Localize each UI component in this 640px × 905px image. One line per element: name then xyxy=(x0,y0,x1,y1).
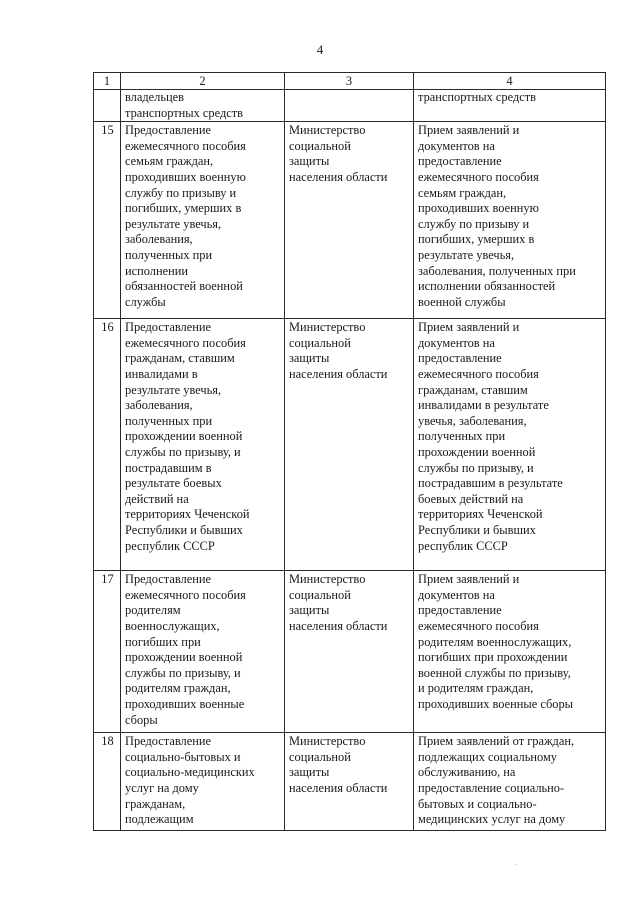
continuation-authority-cell xyxy=(285,90,414,122)
authority-cell: Министерство социальной защиты населения области xyxy=(285,571,414,733)
action-cell: Прием заявлений и документов на предоставление ежемесячного пособия гражданам, ставшим инвалидами в результате увечья, заболевания, полученных при прохождении военной службы по призыву, и пострадавшим в результате боевых действий на территориях Чеченской Республики и бывших республик СССР xyxy=(414,319,606,571)
continuation-row xyxy=(94,90,606,122)
service-cell: Предоставление ежемесячного пособия семьям граждан, проходивших военную службу по призыву и погибших, умерших в результате увечья, заболевания, полученных при исполнении обязанностей военной службы xyxy=(121,122,285,319)
table-row xyxy=(94,571,606,733)
services-table xyxy=(93,72,606,831)
service-cell: Предоставление ежемесячного пособия гражданам, ставшим инвалидами в результате увечья, заболевания, полученных при прохождении военной службы по призыву, и пострадавшим в результате боевых действий на территориях Чеченской Республики и бывших республик СССР xyxy=(121,319,285,571)
column-header-1: 1 xyxy=(94,73,121,90)
row-number: 17 xyxy=(94,571,121,733)
table-header-row xyxy=(94,73,606,90)
page-number: 4 xyxy=(316,42,324,57)
scan-artifact xyxy=(515,864,516,865)
row-number: 15 xyxy=(94,122,121,319)
column-header-3: 3 xyxy=(285,73,414,90)
column-header-4: 4 xyxy=(414,73,606,90)
row-number: 18 xyxy=(94,733,121,831)
authority-cell: Министерство социальной защиты населения области xyxy=(285,733,414,831)
service-cell: Предоставление социально-бытовых и социально-медицинских услуг на дому гражданам, подлежащим xyxy=(121,733,285,831)
service-cell: Предоставление ежемесячного пособия родителям военнослужащих, погибших при прохождении военной службы по призыву, и родителям граждан, проходивших военные сборы xyxy=(121,571,285,733)
table-row xyxy=(94,319,606,571)
authority-cell: Министерство социальной защиты населения области xyxy=(285,122,414,319)
table-row xyxy=(94,122,606,319)
continuation-num-cell xyxy=(94,90,121,122)
action-cell: Прием заявлений от граждан, подлежащих социальному обслуживанию, на предоставление социально- бытовых и социально- медицинских услуг на дому xyxy=(414,733,606,831)
continuation-service-cell: владельцев транспортных средств xyxy=(121,90,285,122)
action-cell: Прием заявлений и документов на предоставление ежемесячного пособия семьям граждан, проходивших военную службу по призыву и погибших, умерших в результате увечья, заболевания, полученных при исполнении обязанностей военной службы xyxy=(414,122,606,319)
row-number: 16 xyxy=(94,319,121,571)
action-cell: Прием заявлений и документов на предоставление ежемесячного пособия родителям военнослужащих, погибших при прохождении военной службы по призыву, и родителям граждан, проходивших военные сборы xyxy=(414,571,606,733)
continuation-action-cell: транспортных средств xyxy=(414,90,606,122)
column-header-2: 2 xyxy=(121,73,285,90)
authority-cell: Министерство социальной защиты населения области xyxy=(285,319,414,571)
table-row xyxy=(94,733,606,831)
